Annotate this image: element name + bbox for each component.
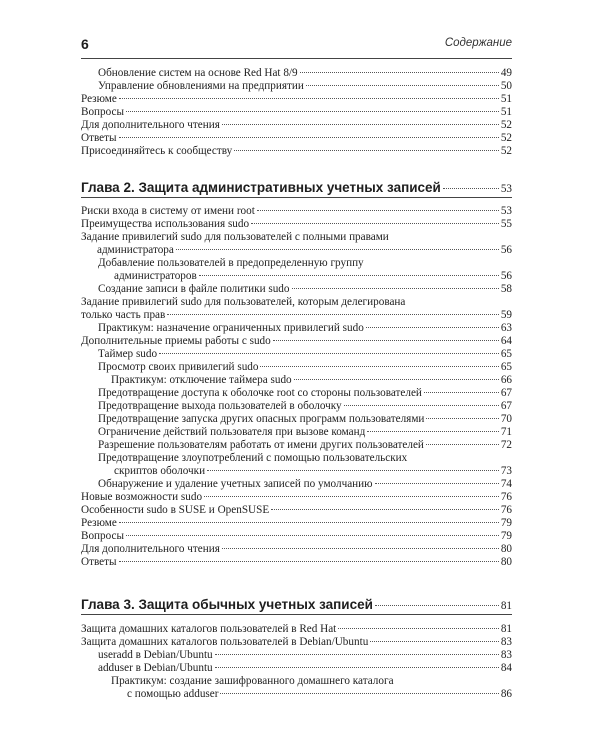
toc-entry[interactable]: Защита домашних каталогов пользователей в Debian/Ubuntu 83 [81,636,512,648]
toc-entry[interactable]: adduser в Debian/Ubuntu 84 [98,662,512,674]
toc-entry[interactable]: Для дополнительного чтения 52 [81,119,512,131]
toc-entry[interactable]: Просмотр своих привилегий sudo 65 [98,361,512,373]
toc-entry[interactable]: Задание привилегий sudo для пользователей с полными правами администратора 56 [81,231,512,256]
toc-entry[interactable]: Новые возможности sudo 76 [81,491,512,503]
toc-entry[interactable]: Для дополнительного чтения 80 [81,543,512,555]
toc-entry[interactable]: Предотвращение доступа к оболочке root со стороны пользователей 67 [98,387,512,399]
toc-entry[interactable]: Обновление систем на основе Red Hat 8/9 49 [98,67,512,79]
page-number: 6 [81,36,89,52]
toc-entry[interactable]: Риски входа в систему от имени root 53 [81,205,512,217]
toc-entry[interactable]: Практикум: отключение таймера sudo 66 [111,374,512,386]
toc-entry[interactable]: Разрешение пользователям работать от имени других пользователей 72 [98,439,512,451]
toc-entry[interactable]: Предотвращение запуска других опасных программ пользователями 70 [98,413,512,425]
toc-entry[interactable]: Обнаружение и удаление учетных записей по умолчанию 74 [98,478,512,490]
toc-entry[interactable]: Защита домашних каталогов пользователей в Red Hat 81 [81,623,512,635]
toc-entry[interactable]: Предотвращение выхода пользователей в оболочку 67 [98,400,512,412]
toc-entry[interactable]: Особенности sudo в SUSE и OpenSUSE 76 [81,504,512,516]
toc-entry[interactable]: Предотвращение злоупотреблений с помощью пользовательских скриптов оболочки 73 [98,452,512,477]
toc-entry[interactable]: Ограничение действий пользователя при вызове команд 71 [98,426,512,438]
toc-entry[interactable]: Создание записи в файле политики sudo 58 [98,283,512,295]
toc-entry[interactable]: Резюме 79 [81,517,512,529]
running-header [81,36,512,59]
toc-entry[interactable]: Задание привилегий sudo для пользователей, которым делегирована только часть прав 59 [81,296,512,321]
toc-entry[interactable]: Таймер sudo 65 [98,348,512,360]
toc-entry[interactable]: Вопросы 51 [81,106,512,118]
toc-entry[interactable]: Добавление пользователей в предопределенную группу администраторов 56 [98,257,512,282]
toc-entry[interactable]: Практикум: создание зашифрованного домашнего каталога с помощью adduser 86 [111,675,512,700]
toc-entry[interactable]: Резюме 51 [81,93,512,105]
chapter-heading[interactable]: Глава 3. Защита обычных учетных записей 81 [81,597,512,615]
toc-entry[interactable]: Преимущества использования sudo 55 [81,218,512,230]
toc-entry[interactable]: useradd в Debian/Ubuntu 83 [98,649,512,661]
toc-entry[interactable]: Управление обновлениями на предприятии 50 [98,80,512,92]
section-title: Содержание [444,37,512,49]
toc-entry[interactable]: Практикум: назначение ограниченных привилегий sudo 63 [98,322,512,334]
toc-entry[interactable]: Вопросы 79 [81,530,512,542]
toc-entry[interactable]: Дополнительные приемы работы с sudo 64 [81,335,512,347]
chapter-heading[interactable]: Глава 2. Защита административных учетных записей 53 [81,180,512,198]
toc-entry[interactable]: Ответы 52 [81,132,512,144]
toc-entry[interactable]: Ответы 80 [81,556,512,568]
toc-entry[interactable]: Присоединяйтесь к сообществу 52 [81,145,512,157]
